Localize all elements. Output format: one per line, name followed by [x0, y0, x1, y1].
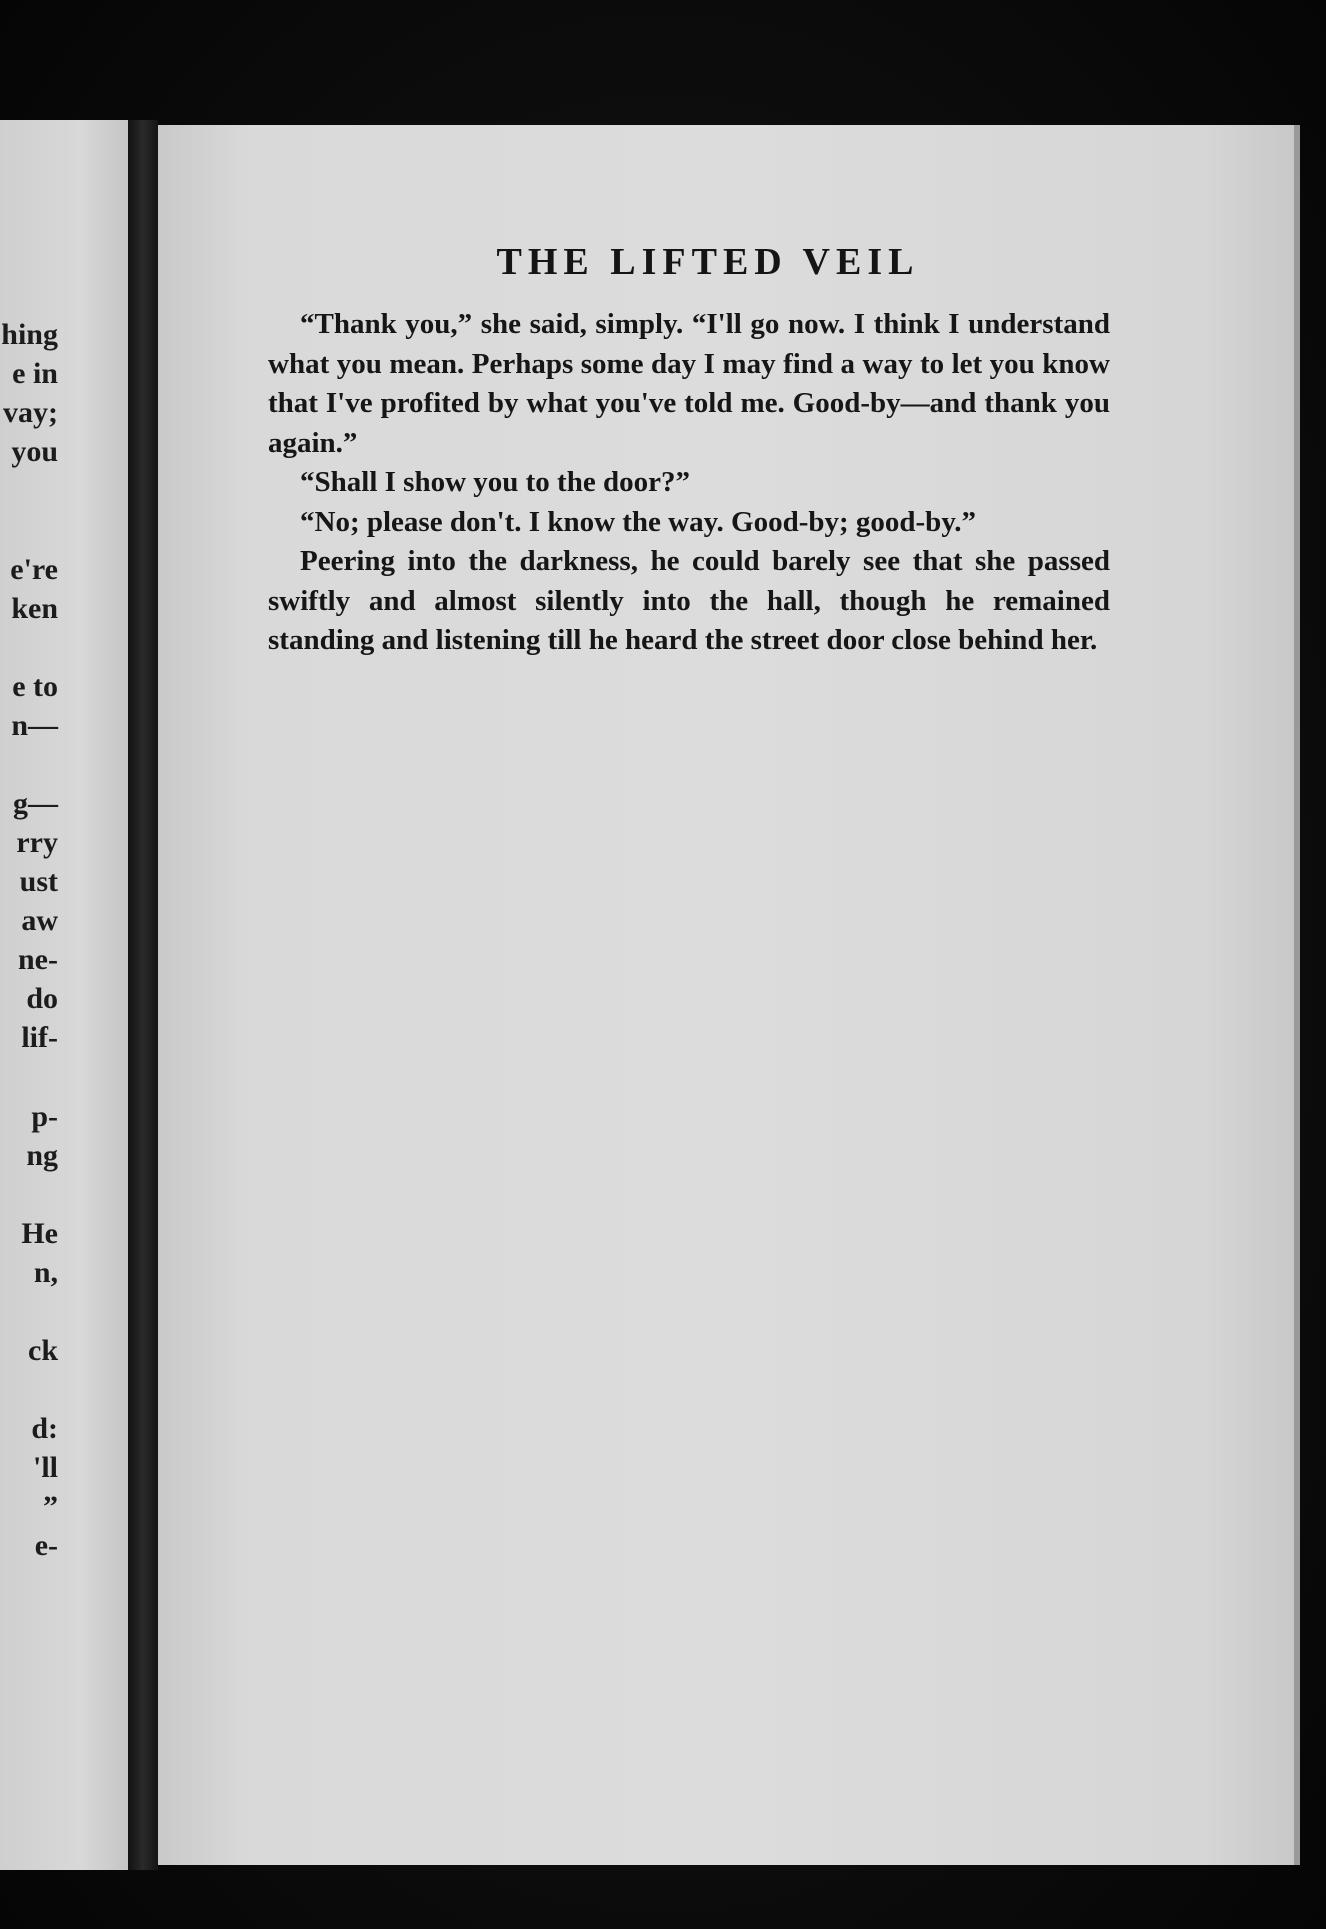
paragraph: Peering into the darkness, he could barely see that she passed swiftly and almost silently into the hall, though he remained standing and listening till he heard the street door close behind her. [268, 545, 1110, 656]
previous-page-fragment: p- [31, 1100, 58, 1133]
running-head: THE LIFTED VEIL [496, 241, 920, 283]
previous-page-fragment: e in [12, 357, 58, 390]
previous-page-fragment: ust [19, 865, 58, 898]
paragraph: “No; please don't. I know the way. Good-by; good-by.” [300, 505, 976, 538]
previous-page-fragment: lif- [21, 1021, 58, 1054]
previous-page-text-fragments [0, 120, 80, 1870]
previous-page-fragment: ken [11, 592, 58, 625]
previous-page-fragment: n, [33, 1256, 58, 1289]
paragraph: “Thank you,” she said, simply. “I'll go now. I think I understand what you mean. Perhaps some day I may find a way to let you know that I've profited by what you've told me. Good-by—and thank you again.” [268, 308, 1110, 459]
previous-page-fragment: n— [11, 709, 58, 742]
page-body [268, 305, 1110, 661]
previous-page-fragment: ck [28, 1334, 58, 1367]
previous-page-fragment: do [26, 982, 58, 1015]
previous-page-fragment: d: [31, 1412, 58, 1445]
previous-page-fragment: you [11, 435, 58, 468]
book-page [158, 125, 1300, 1865]
previous-page-fragment: rry [16, 826, 58, 859]
previous-page-edge [0, 120, 135, 1870]
previous-page-fragment: ne- [18, 943, 58, 976]
previous-page-fragment: aw [21, 904, 58, 937]
previous-page-fragment: ng [26, 1139, 58, 1172]
previous-page-fragment: e- [34, 1529, 58, 1562]
paragraph: “Shall I show you to the door?” [300, 466, 690, 498]
previous-page-fragment: He [21, 1217, 58, 1250]
previous-page-fragment: g— [13, 787, 58, 820]
previous-page-fragment: e to [12, 670, 58, 703]
previous-page-fragment: ” [43, 1490, 58, 1523]
previous-page-fragment: e're [10, 553, 58, 586]
previous-page-fragment: hing [1, 318, 58, 351]
previous-page-fragment: 'll [32, 1451, 58, 1484]
book-gutter [128, 120, 158, 1870]
previous-page-fragment: vay; [3, 396, 58, 429]
